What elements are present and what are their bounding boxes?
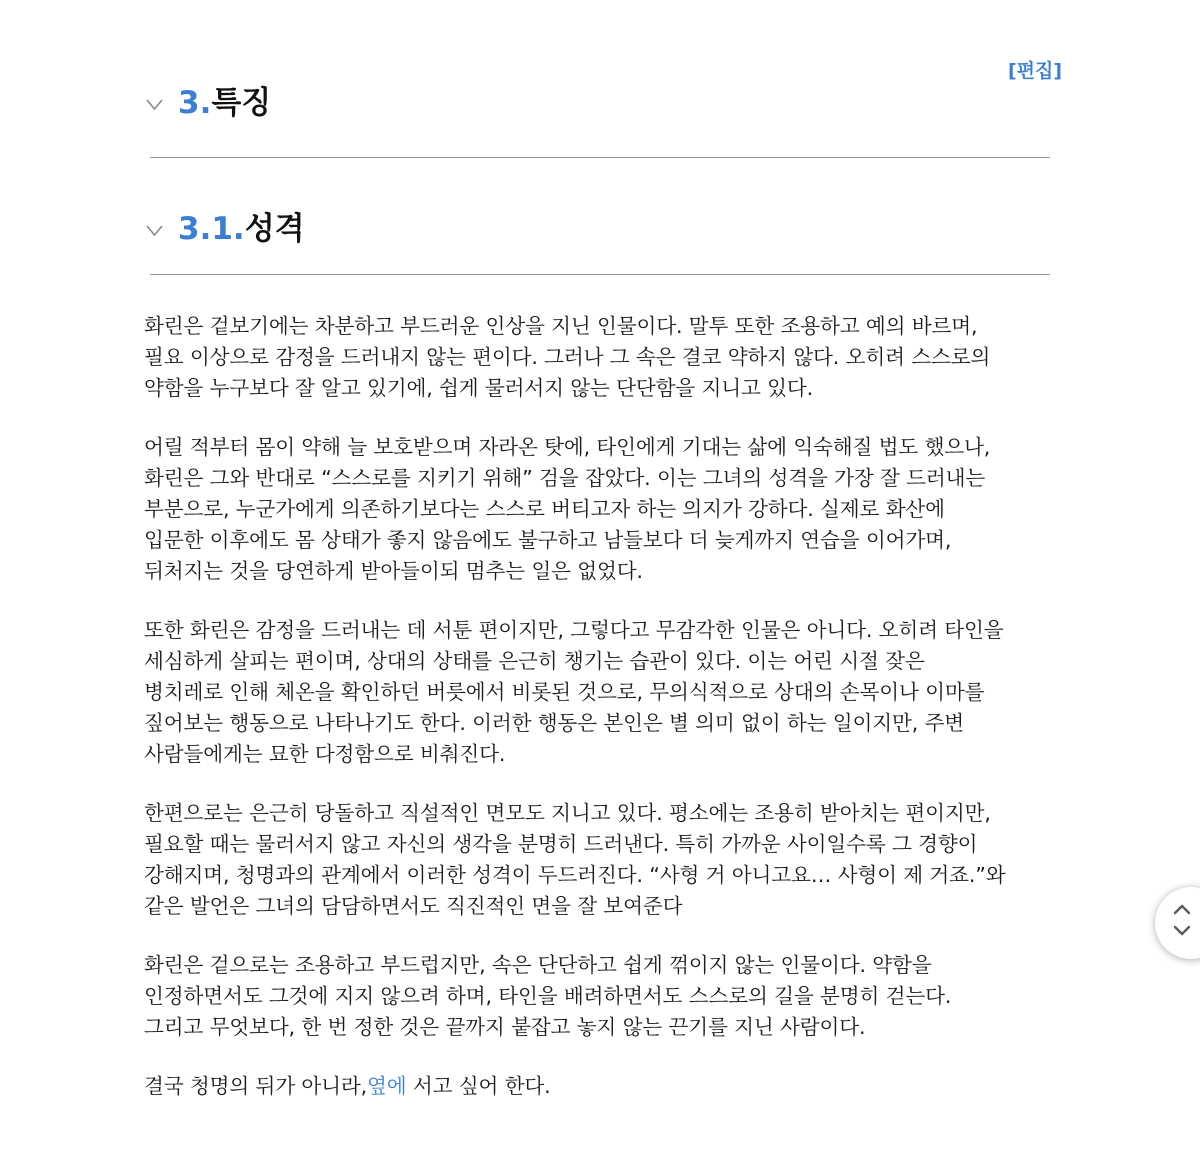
- paragraph: 화린은 겉으로는 조용하고 부드럽지만, 속은 단단하고 쉽게 꺾이지 않는 인물이다. 약함을 인정하면서도 그것에 지지 않으려 하며, 타인을 배려하면서도 스스로의 길을 분명히 걷는다. 그리고 무엇보다, 한 번 정한 것은 끝까지 붙잡고 놓지 않는 끈기를 지닌 사람이다.: [144, 953, 952, 1039]
- paragraph: 어릴 적부터 몸이 약해 늘 보호받으며 자라온 탓에, 타인에게 기대는 삶에 익숙해질 법도 했으나, 화린은 그와 반대로 “스스로를 지키기 위해” 검을 잡았다. 이는 그녀의 성격을 가장 잘 드러내는 부분으로, 누군가에게 의존하기보다는 스스로 버티고자 하는 의지가 강하다. 실제로 화산에 입문한 이후에도 몸 상태가 좋지 않음에도 불구하고 남들보다 더 늦게까지 연습을 이어가며, 뒤처지는 것을 당연하게 받아들이되 멈추는 일은 없었다.: [144, 435, 991, 583]
- section-number[interactable]: 3.1.: [178, 211, 245, 247]
- section-heading-3: [145, 84, 271, 122]
- section-title: 성격: [244, 211, 305, 247]
- article-body: [144, 311, 1056, 1130]
- section-number[interactable]: 3.: [178, 85, 212, 121]
- chevron-down-icon[interactable]: [145, 94, 164, 113]
- section-title: 특징: [211, 85, 272, 121]
- edit-link[interactable]: [편집]: [1008, 60, 1063, 82]
- chevron-up-icon[interactable]: [1172, 902, 1192, 916]
- chevron-down-icon[interactable]: [145, 220, 164, 239]
- inline-link[interactable]: 옆에: [367, 1074, 407, 1098]
- section-divider: [150, 274, 1050, 275]
- paragraph-final: 결국 청명의 뒤가 아니라,옆에 서고 싶어 한다.: [144, 1074, 551, 1098]
- paragraph: 한편으로는 은근히 당돌하고 직설적인 면모도 지니고 있다. 평소에는 조용히 받아치는 편이지만, 필요할 때는 물러서지 않고 자신의 생각을 분명히 드러낸다. 특히 가까운 사이일수록 그 경향이 강해지며, 청명과의 관계에서 이러한 성격이 두드러진다. “사형 거 아니고요… 사형이 제 거죠.”와 같은 발언은 그녀의 담담하면서도 직진적인 면을 잘 보여준다: [144, 801, 1006, 918]
- scroll-navigation-button[interactable]: [1155, 887, 1200, 959]
- chevron-down-icon[interactable]: [1172, 924, 1192, 938]
- section-heading-3-1: [145, 210, 305, 248]
- section-divider: [150, 157, 1050, 158]
- paragraph: 또한 화린은 감정을 드러내는 데 서툰 편이지만, 그렇다고 무감각한 인물은 아니다. 오히려 타인을 세심하게 살피는 편이며, 상대의 상태를 은근히 챙기는 습관이 있다. 이는 어린 시절 잦은 병치레로 인해 체온을 확인하던 버릇에서 비롯된 것으로, 무의식적으로 상대의 손목이나 이마를 짚어보는 행동으로 나타나기도 한다. 이러한 행동은 본인은 별 의미 없이 하는 일이지만, 주변 사람들에게는 묘한 다정함으로 비춰진다.: [144, 618, 1004, 766]
- paragraph: 화린은 겉보기에는 차분하고 부드러운 인상을 지닌 인물이다. 말투 또한 조용하고 예의 바르며, 필요 이상으로 감정을 드러내지 않는 편이다. 그러나 그 속은 결코 약하지 않다. 오히려 스스로의 약함을 누구보다 잘 알고 있기에, 쉽게 물러서지 않는 단단함을 지니고 있다.: [144, 314, 991, 400]
